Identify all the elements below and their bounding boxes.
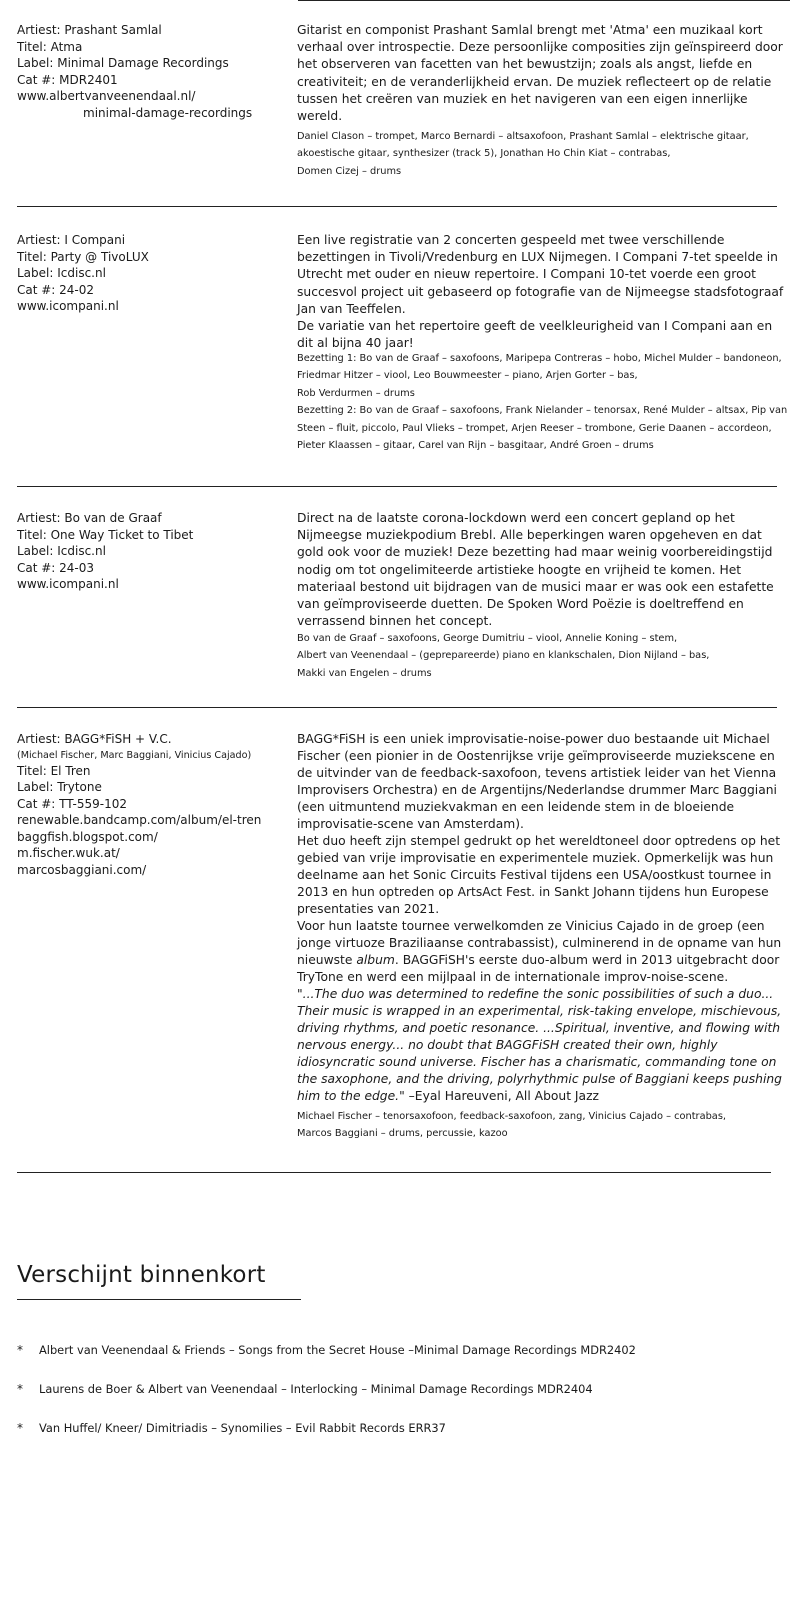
description-text: Direct na de laatste corona-lockdown werd een concert gepland op het Nijmeegse muziekpodium Brebl. Alle beperkingen waren opgeheven en dat gold ook voor de muziek! Deze bezetting had maar weinig voorbereidingstijd nodig om tot ongelimiteerde artistieke hoogte en vrijheid te komen. Het materiaal bestond uit bijdragen van de musici maar er was ook een estafette van geïmproviseerde duetten. De Spoken Word Poëzie is doeltreffend en verrassend binnen het concept. [297,511,774,629]
title-line: Titel: Atma [17,39,83,54]
credits-line: Bezetting 1: Bo van de Graaf – saxofoons, Maripepa Contreras – hobo, Michel Mulder – bandoneon, Friedmar Hitzer – viool, Leo Bouwmeester – piano, Arjen Gorter – bas, [297,353,782,382]
description-fragment: Voor hun laatste tournee verwelkomden ze Vinicius Cajado in de groep (een jonge virtuoze Braziliaanse contrabassist), culminerend in de opname van hun nieuwste [297,919,782,967]
quote-source: –Eyal Hareuveni, All About Jazz [404,1089,600,1103]
credits-line: Bo van de Graaf – saxofoons, George Dumitriu – viool, Annelie Koning – stem, [297,633,678,644]
coming-soon-item [17,1343,797,1357]
description-text: Een live registratie van 2 concerten gespeeld met twee verschillende bezettingen in Tivoli/Vredenburg en LUX Nijmegen. I Compani 7-tet speelde in Utrecht met ouder en nieuw repertoire. I Compani 10-tet voerde een groot succesvol project uit gebaseerd op fotografie van de Nijmeegse stadsfotograaf Jan van Teeffelen. [297,233,784,316]
release-meta [17,731,277,878]
title-line: Titel: Party @ TivoLUX [17,249,149,264]
musician-credits [297,128,792,180]
coming-soon-title: Albert van Veenendaal & Friends – Songs from the Secret House –Minimal Damage Recordings MDR2402 [39,1343,636,1357]
website-link[interactable]: www.albertvanveenendaal.nl/ [17,89,196,103]
section-divider [17,486,777,487]
website-link[interactable]: baggfish.blogspot.com/ [17,829,158,844]
artist-line: Artiest: BAGG*FiSH + V.C. [17,732,172,746]
title-line: Titel: El Tren [17,763,91,778]
bullet-star-icon: * [17,1343,23,1357]
catalog-line: Cat #: 24-03 [17,560,95,575]
credits-line: Daniel Clason – trompet, Marco Bernardi – altsaxofoon, Prashant Samlal – elektrische gitaar, akoestische gitaar, synthesizer (track 5), Jonathan Ho Chin Kiat – contrabas, [297,131,749,160]
description-text: Het duo heeft zijn stempel gedrukt op het wereldtoneel door optredens op het gebied van vrije improvisatie en experimentele muziek. Opmerkelijk was hun deelname aan het Sonic Circuits Festival tijdens een USA/oostkust tournee in 2013 en hun optreden op ArtsAct Fest. in Sankt Johann tijdens hun Europese presentaties van 2021. [297,834,781,916]
release-description [297,731,789,1105]
release-description [297,510,789,630]
quote-text: "...The duo was determined to redefine the sonic possibilities of such a duo... Their music is wrapped in an experimental, risk-taking envelope, mischievous, driving rhythms, and poetic resonance. ...Spiritual, inventive, and flowing with nervous energy... no doubt that BAGGFiSH created their own, highly idiosyncratic sound universe. Fischer has a charismatic, commanding tone on the saxophone, and the driving, polyrhythmic pulse of Baggiani keeps pushing him to the edge." [297,987,782,1103]
musician-credits [297,350,792,454]
website-link[interactable]: renewable.bandcamp.com/album/el-tren [17,813,262,827]
label-line: Label: Icdisc.nl [17,266,106,280]
artist-members: (Michael Fischer, Marc Baggiani, Vinicius Cajado) [17,749,252,761]
credits-line: Albert van Veenendaal – (geprepareerde) piano en klankschalen, Dion Nijland – bas, [297,650,710,662]
bullet-star-icon: * [17,1421,23,1435]
website-link-continued[interactable]: minimal-damage-recordings [83,105,253,120]
description-text [297,918,789,986]
coming-soon-title: Van Huffel/ Kneer/ Dimitriadis – Synomilies – Evil Rabbit Records ERR37 [39,1421,446,1435]
website-link[interactable]: www.icompani.nl [17,299,119,313]
section-divider [17,707,777,708]
release-meta [17,22,277,121]
release-meta [17,232,277,315]
description-text: BAGG*FiSH is een uniek improvisatie-noise-power duo bestaande uit Michael Fischer (een pionier in de Oostenrijkse vrije geïmproviseerde muziekscene en de uitvinder van de feedback-saxofoon, tevens artistiek leider van het Vienna Improvisers Orchestra) en de Argentijns/Nederlandse drummer Marc Baggiani (een uitmuntend muziekvakman en een leidende stem in de bloeiende improvisatie-scene van Amsterdam). [297,732,777,831]
credits-line: Domen Cizej – drums [297,165,402,177]
description-text: De variatie van het repertoire geeft de veelkleurigheid van I Compani aan en dit al bijna 40 jaar! [297,319,773,351]
album-emphasis: album [356,953,395,967]
musician-credits [297,630,792,682]
release-description [297,22,789,125]
coming-soon-item [17,1421,797,1435]
website-link[interactable]: www.icompani.nl [17,577,119,591]
title-line: Titel: One Way Ticket to Tibet [17,527,194,542]
catalog-line: Cat #: TT-559-102 [17,796,127,811]
label-line: Label: Minimal Damage Recordings [17,56,229,70]
coming-soon-heading: Verschijnt binnenkort [17,1262,266,1288]
release-meta [17,510,277,593]
credits-line: Marcos Baggiani – drums, percussie, kazoo [297,1128,508,1140]
website-link[interactable]: marcosbaggiani.com/ [17,862,147,877]
artist-line: Artiest: Prashant Samlal [17,23,162,37]
artist-line: Artiest: I Compani [17,233,126,247]
top-divider [298,0,790,1]
coming-soon-item [17,1382,797,1396]
credits-line: Makki van Engelen – drums [297,667,432,679]
artist-line: Artiest: Bo van de Graaf [17,511,162,525]
description-fragment: . BAGGFiSH's eerste duo-album werd in 2013 uitgebracht door TryTone en werd een mijlpaal in de internationale improv-noise-scene. [297,953,780,984]
label-line: Label: Trytone [17,780,102,794]
label-line: Label: Icdisc.nl [17,544,106,558]
credits-line: Bezetting 2: Bo van de Graaf – saxofoons, Frank Nielander – tenorsax, René Mulder – altsax, Pip van Steen – fluit, piccolo, Paul Vlieks – trompet, Arjen Reeser – trombone, Gerie Daanen – accordeon, Pieter Klaassen – gitaar, Carel van Rijn – basgitaar, André Groen – drums [297,405,788,452]
coming-soon-title: Laurens de Boer & Albert van Veenendaal – Interlocking – Minimal Damage Recordings MDR2404 [39,1382,593,1396]
website-link[interactable]: m.fischer.wuk.at/ [17,846,120,860]
description-text: Gitarist en componist Prashant Samlal brengt met 'Atma' een muzikaal kort verhaal over introspectie. Deze persoonlijke composities zijn geïnspireerd door het observeren van facetten van het bewustzijn; zoals als angst, liefde en creativiteit; en de veranderlijkheid ervan. De muziek reflecteert op de relatie tussen het creëren van muziek en het navigeren van een eigen innerlijke wereld. [297,23,783,124]
musician-credits [297,1108,792,1143]
bullet-star-icon: * [17,1382,23,1396]
credits-line: Rob Verdurmen – drums [297,387,415,399]
section-divider [17,1172,771,1173]
credits-line: Michael Fischer – tenorsaxofoon, feedback-saxofoon, zang, Vinicius Cajado – contrabas, [297,1111,727,1122]
catalog-line: Cat #: MDR2401 [17,72,118,87]
catalog-line: Cat #: 24-02 [17,282,95,297]
release-description [297,232,789,352]
section-divider [17,206,777,207]
press-quote [297,986,789,1105]
heading-underline [17,1299,301,1300]
